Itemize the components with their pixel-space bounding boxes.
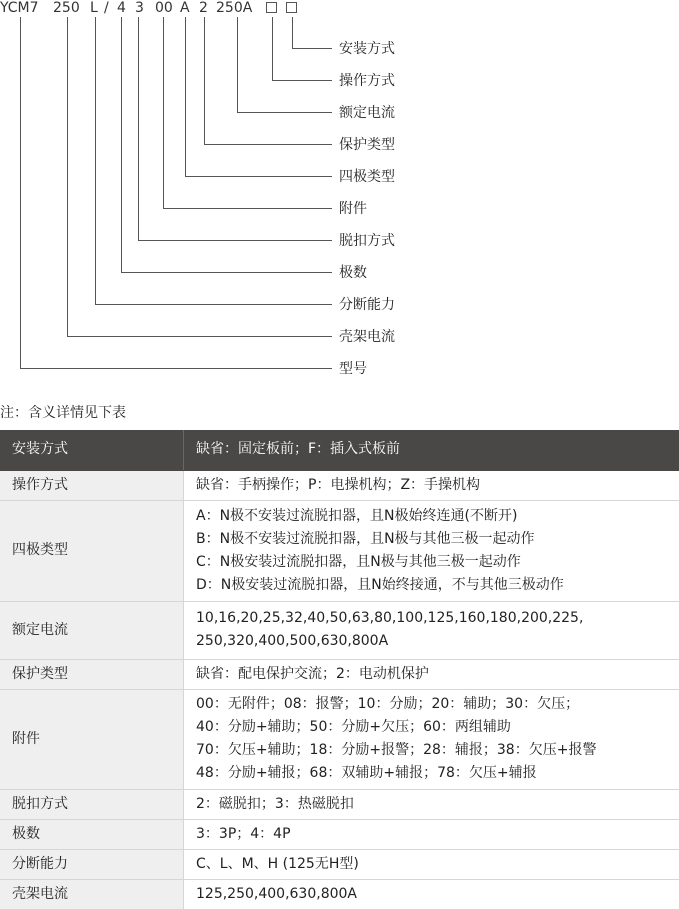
legend-four-pole-type: 四极类型 <box>339 168 395 186</box>
table-header-value: 缺省：固定板前；F：插入式板前 <box>184 430 679 470</box>
row-value-line: 125,250,400,630,800A <box>196 883 667 906</box>
row-value <box>184 879 679 909</box>
note-text: 注：含义详情见下表 <box>0 404 126 422</box>
table-header-row <box>0 430 679 470</box>
table-row <box>0 601 679 659</box>
row-key: 额定电流 <box>0 601 184 659</box>
code-protection-type: 2 <box>199 0 208 17</box>
row-value-line: B：N极不安装过流脱扣器，且N极与其他三极一起动作 <box>196 528 667 551</box>
legend-operation: 操作方式 <box>339 72 395 90</box>
row-value-line: 48：分励+辅报；68：双辅助+辅报；78：欠压+辅报 <box>196 762 667 785</box>
connector-four-pole-type <box>186 17 333 177</box>
row-value <box>184 689 679 789</box>
table-row <box>0 470 679 500</box>
row-value <box>184 789 679 819</box>
table-row <box>0 689 679 789</box>
row-value-line: 缺省：手柄操作；P：电操机构；Z：手操机构 <box>196 474 667 497</box>
row-key: 脱扣方式 <box>0 789 184 819</box>
row-value-line: 缺省：配电保护交流；2：电动机保护 <box>196 663 667 686</box>
table-row <box>0 789 679 819</box>
legend-model: 型号 <box>339 360 367 378</box>
row-value-line: 40：分励+辅助；50：分励+欠压；60：两组辅助 <box>196 716 667 739</box>
code-frame-current: 250 <box>53 0 80 17</box>
row-value <box>184 500 679 601</box>
legend-breaking-capacity: 分断能力 <box>339 296 395 314</box>
row-value-line: 10,16,20,25,32,40,50,63,80,100,125,160,180,200,225, <box>196 607 667 630</box>
code-rated-current: 250A <box>216 0 252 17</box>
row-value <box>184 659 679 689</box>
code-breaking-capacity: L <box>90 0 98 17</box>
code-accessory: 00 <box>155 0 173 17</box>
row-value <box>184 819 679 849</box>
spec-table <box>0 430 679 910</box>
row-value <box>184 601 679 659</box>
row-value-line: D：N极安装过流脱扣器，且N始终接通，不与其他三极动作 <box>196 574 667 597</box>
code-poles: 4 <box>117 0 126 17</box>
legend-frame-current: 壳架电流 <box>339 328 395 346</box>
table-row <box>0 500 679 601</box>
row-key: 分断能力 <box>0 849 184 879</box>
row-value-line: C、L、M、H (125无H型) <box>196 853 667 876</box>
row-value-line: A：N极不安装过流脱扣器，且N极始终连通(不断开) <box>196 505 667 528</box>
legend-installation: 安装方式 <box>339 40 395 58</box>
row-key: 附件 <box>0 689 184 789</box>
table-row <box>0 849 679 879</box>
connector-release-type <box>139 17 333 241</box>
row-value-line: C：N极安装过流脱扣器，且N极与其他三极一起动作 <box>196 551 667 574</box>
code-series: YCM7 <box>0 0 39 17</box>
table-row <box>0 659 679 689</box>
code-slash: / <box>104 0 109 17</box>
table-header-key: 安装方式 <box>0 430 184 470</box>
table-row <box>0 819 679 849</box>
legend-rated-current: 额定电流 <box>339 104 395 122</box>
table-row <box>0 879 679 909</box>
row-key: 极数 <box>0 819 184 849</box>
row-value-line: 3：3P；4：4P <box>196 823 667 846</box>
code-release-type: 3 <box>135 0 144 17</box>
connector-installation <box>293 17 333 49</box>
legend-protection-type: 保护类型 <box>339 136 395 154</box>
legend-accessory: 附件 <box>339 200 367 218</box>
row-value-line: 250,320,400,500,630,800A <box>196 630 667 653</box>
row-key: 四极类型 <box>0 500 184 601</box>
row-value-line: 00：无附件；08：报警；10：分励；20：辅助；30：欠压； <box>196 693 667 716</box>
legend-poles: 极数 <box>339 264 367 282</box>
row-key: 操作方式 <box>0 470 184 500</box>
code-four-pole-type: A <box>180 0 190 17</box>
connector-breaking-capacity <box>96 17 333 305</box>
connector-rated-current <box>238 17 333 113</box>
row-key: 保护类型 <box>0 659 184 689</box>
row-key: 壳架电流 <box>0 879 184 909</box>
row-value-line: 70：欠压+辅助；18：分励+报警；28：辅报；38：欠压+报警 <box>196 739 667 762</box>
row-value-line: 2：磁脱扣；3：热磁脱扣 <box>196 793 667 816</box>
row-value <box>184 470 679 500</box>
legend-release-type: 脱扣方式 <box>339 232 395 250</box>
row-value <box>184 849 679 879</box>
